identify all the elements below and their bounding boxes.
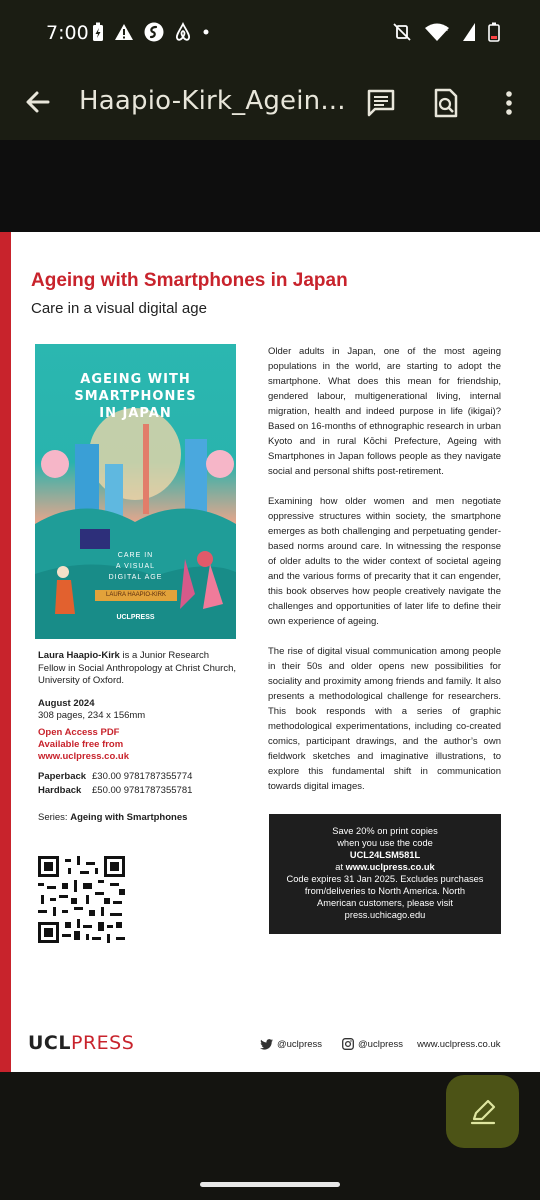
twitter-icon bbox=[260, 1039, 273, 1050]
dot-icon bbox=[202, 28, 210, 36]
book-specs: 308 pages, 234 x 156mm bbox=[38, 710, 146, 721]
discount-code: UCL24LSM581L bbox=[349, 850, 421, 860]
signal-icon bbox=[462, 22, 476, 42]
app-bar bbox=[0, 66, 540, 140]
viewer-background bbox=[0, 140, 540, 232]
cover-title-2: SMARTPHONES bbox=[74, 389, 197, 404]
book-description bbox=[268, 344, 501, 809]
open-access-note: Open Access PDF Available free from www.uclpress.co.uk bbox=[38, 727, 238, 763]
find-in-document-icon[interactable] bbox=[431, 88, 461, 118]
document-title: Haapio-Kirk_Agein... bbox=[79, 86, 346, 116]
book-cover-image bbox=[35, 344, 236, 639]
ucl-press-logo: UCLPRESS bbox=[28, 1032, 135, 1054]
page-accent-bar bbox=[0, 232, 11, 1072]
pdf-page[interactable] bbox=[0, 232, 540, 1072]
description-paragraph-1: Older adults in Japan, one of the most ageing populations in the world, are starting to adopt the smartphone. What does this mean for friendship, gendered labour, multigenerational living, internal migration, health and indeed purpose in life (ikigai)? Based on 16-months of ethnographic research in urban Kyoto and in rural Kōchi Prefecture, Ageing with Smartphones in Japan follows people as they navigate social and personal shifts post-retirement. bbox=[268, 346, 501, 477]
discount-promo-box: Save 20% on print copies when you use the code UCL24LSM581L at www.uclpress.co.uk Code expires 31 Jan 2025. Excludes purchases from/deliveries to North America. North American customers, please visit press.uchicago.edu bbox=[269, 814, 501, 934]
warning-icon bbox=[114, 23, 134, 41]
price-list: Paperback £30.00 9781787355774 Hardback £50.00 9781787355781 bbox=[38, 771, 193, 796]
qr-code-image bbox=[38, 856, 125, 943]
cover-subtitle: CARE IN A VISUAL DIGITAL AGE bbox=[108, 552, 163, 581]
twitter-link[interactable]: @uclpress bbox=[260, 1039, 322, 1050]
publication-date: August 2024 bbox=[38, 698, 95, 709]
footer-links bbox=[260, 1038, 500, 1050]
description-paragraph-3: The rise of digital visual communication among people in their 50s and older opens new possibilities for sociality and proximity among friends and family. It also presents a methodological challenge for researchers. This book responds with a series of graphic methodological experimentations, including co-created comics, participant drawings, and the author’s own fieldwork sketches and imaginative illustrations, to explore this fundamental shift in communication towards digital images. bbox=[268, 646, 501, 792]
svg-text:R: R bbox=[443, 25, 448, 33]
comment-icon[interactable] bbox=[366, 88, 396, 118]
system-icons bbox=[392, 22, 500, 42]
more-options-icon[interactable] bbox=[494, 88, 524, 118]
hardback-price: £50.00 9781787355781 bbox=[92, 785, 193, 796]
instagram-link[interactable]: @uclpress bbox=[342, 1038, 403, 1050]
status-bar bbox=[0, 0, 540, 66]
wifi-icon bbox=[424, 22, 450, 42]
publication-meta bbox=[38, 698, 238, 722]
pen-edit-icon bbox=[468, 1097, 498, 1127]
instagram-icon bbox=[342, 1038, 354, 1050]
annotate-button[interactable] bbox=[446, 1075, 519, 1148]
status-time: 7:00 bbox=[46, 22, 89, 44]
paperback-price: £30.00 9781787355774 bbox=[92, 771, 193, 782]
notification-icons bbox=[92, 22, 210, 42]
battery-charging-icon bbox=[92, 22, 104, 42]
battery-low-icon bbox=[488, 22, 500, 42]
back-arrow-icon[interactable] bbox=[22, 86, 54, 118]
airbnb-icon bbox=[174, 22, 192, 42]
book-subtitle: Care in a visual digital age bbox=[31, 300, 207, 317]
description-paragraph-2: Examining how older women and men negotiate oppressive structures within society, the smartphone emerges as both challenging and perpetuating gender-based norms around care. In witnessing the response of older adults to the wider context of societal ageing and the various forms of precarity that it can engender, this book observes how people creatively navigate the challenges and opportunities of later life to define their own experience of ageing. bbox=[268, 496, 501, 627]
cover-author: LAURA HAAPIO-KIRK bbox=[95, 590, 177, 601]
promo-link[interactable]: www.uclpress.co.uk bbox=[345, 862, 435, 872]
mute-vibrate-icon bbox=[392, 22, 412, 42]
cover-title-3: IN JAPAN bbox=[99, 406, 172, 421]
cover-publisher: UCLPRESS bbox=[116, 614, 155, 621]
shazam-icon bbox=[144, 22, 164, 42]
open-access-link[interactable]: www.uclpress.co.uk bbox=[38, 751, 129, 762]
author-bio: Laura Haapio-Kirk is a Junior Research Fellow in Social Anthropology at Christ Church, University of Oxford. bbox=[38, 650, 237, 686]
cover-title-1: AGEING WITH bbox=[80, 372, 191, 387]
book-title: Ageing with Smartphones in Japan bbox=[31, 270, 348, 291]
series-info: Series: Ageing with Smartphones bbox=[38, 812, 188, 823]
website-link[interactable]: www.uclpress.co.uk bbox=[417, 1038, 501, 1050]
home-gesture-bar[interactable] bbox=[200, 1182, 340, 1187]
